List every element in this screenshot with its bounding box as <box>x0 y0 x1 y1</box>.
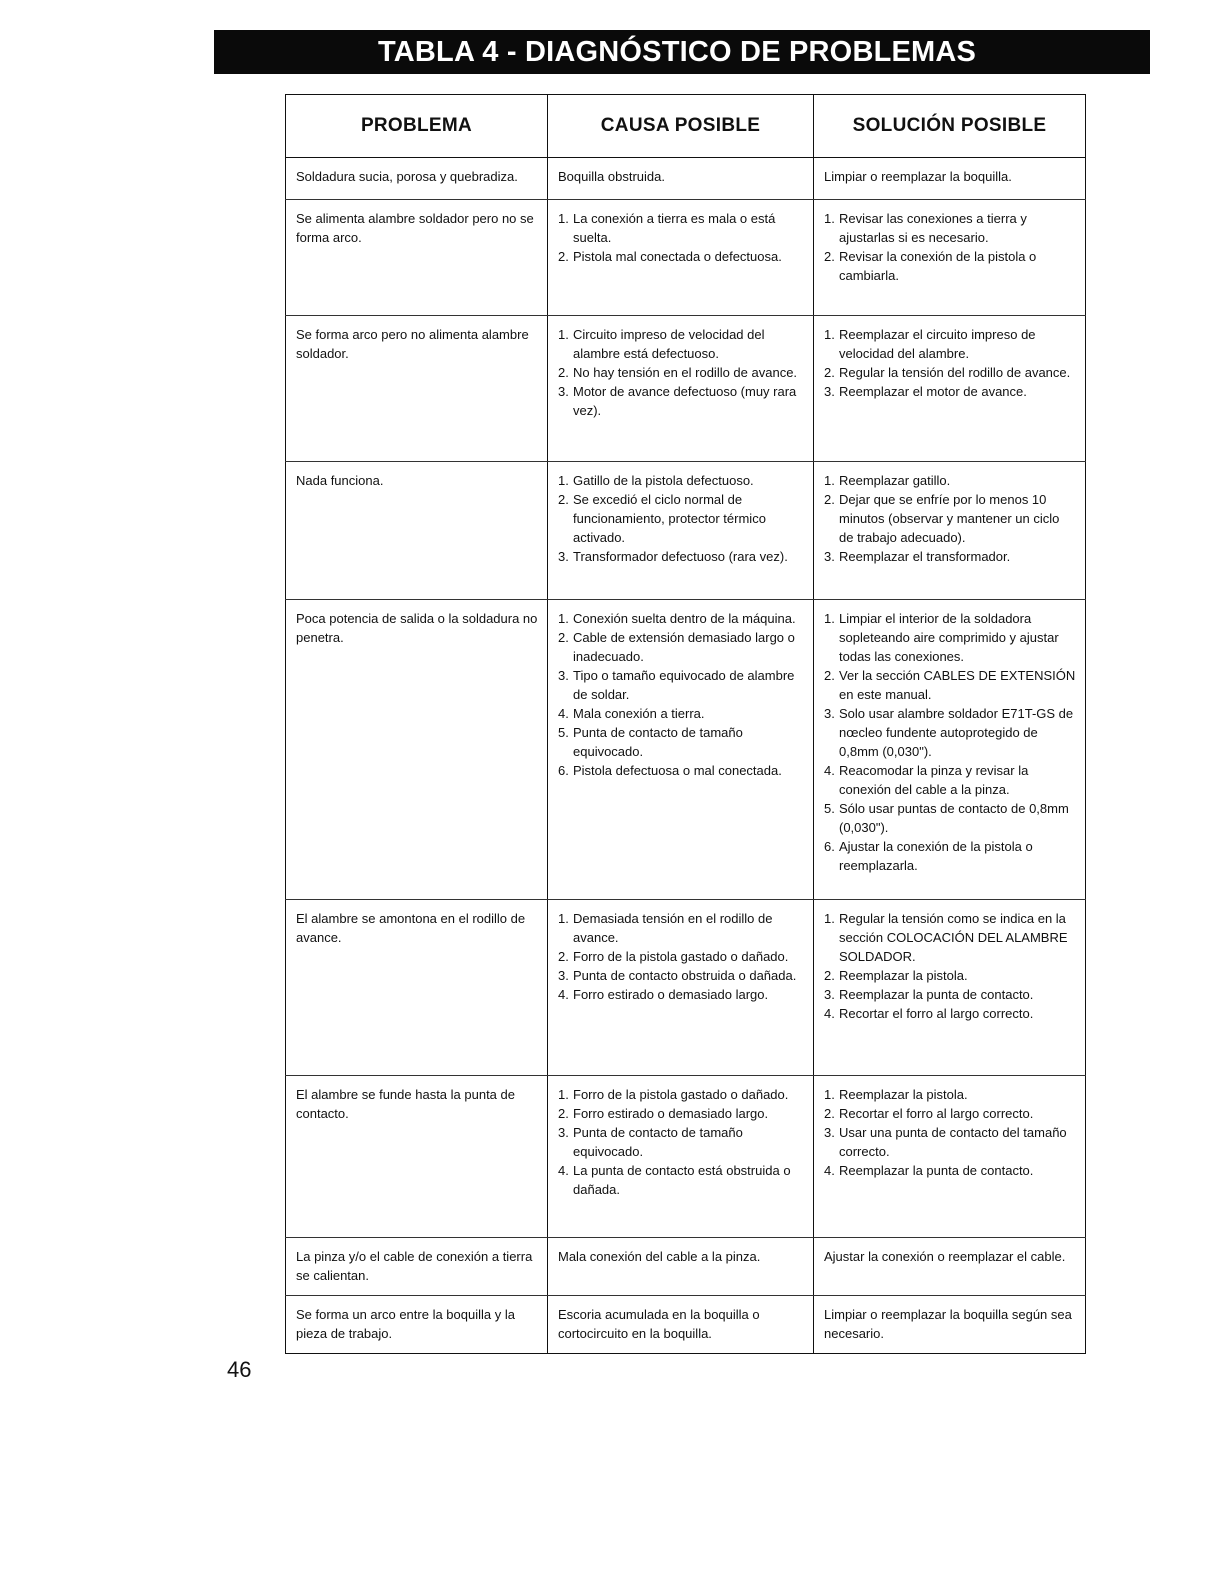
solution-text: Recortar el forro al largo correcto. <box>839 1106 1034 1121</box>
item-number: 3. <box>824 987 835 1002</box>
solution-text: Limpiar o reemplazar la boquilla según sea necesario. <box>824 1307 1072 1341</box>
cause-item <box>558 363 805 382</box>
solution-cell <box>814 900 1086 1076</box>
item-number: 3. <box>558 1125 569 1140</box>
cause-cell <box>548 200 814 316</box>
header-problem: PROBLEMA <box>286 95 548 158</box>
cause-text: Tipo o tamaño equivocado de alambre de soldar. <box>573 668 795 702</box>
solution-text: Reacomodar la pinza y revisar la conexión del cable a la pinza. <box>839 763 1029 797</box>
item-number: 1. <box>558 611 569 626</box>
cause-list <box>558 909 805 1004</box>
problem-cell <box>286 1238 548 1296</box>
table-row <box>286 1296 1086 1354</box>
problem-cell <box>286 158 548 200</box>
cause-text: Pistola mal conectada o defectuosa. <box>573 249 782 264</box>
cause-text: Transformador defectuoso (rara vez). <box>573 549 788 564</box>
item-number: 3. <box>824 1125 835 1140</box>
problem-cell <box>286 900 548 1076</box>
solution-item <box>824 985 1077 1004</box>
table-row <box>286 600 1086 900</box>
problem-text: Se alimenta alambre soldador pero no se forma arco. <box>296 211 534 245</box>
solution-item <box>824 966 1077 985</box>
problem-cell <box>286 200 548 316</box>
solution-text: Revisar la conexión de la pistola o cambiarla. <box>839 249 1037 283</box>
item-number: 1. <box>824 611 835 626</box>
problem-text: Se forma arco pero no alimenta alambre soldador. <box>296 327 529 361</box>
item-number: 3. <box>824 706 835 721</box>
cause-text: Pistola defectuosa o mal conectada. <box>573 763 782 778</box>
solution-text: Reemplazar el motor de avance. <box>839 384 1027 399</box>
solution-text: Ajustar la conexión de la pistola o reemplazarla. <box>839 839 1033 873</box>
cause-text: Escoria acumulada en la boquilla o cortocircuito en la boquilla. <box>558 1307 760 1341</box>
cause-item <box>558 547 805 566</box>
solution-item <box>824 382 1077 401</box>
cause-text: Circuito impreso de velocidad del alambre está defectuoso. <box>573 327 765 361</box>
solution-text: Limpiar el interior de la soldadora sopleteando aire comprimido y ajustar todas las conexiones. <box>839 611 1059 664</box>
solution-text: Reemplazar la punta de contacto. <box>839 987 1034 1002</box>
cause-item <box>558 382 805 420</box>
solution-item <box>824 1161 1077 1180</box>
cause-text: La conexión a tierra es mala o está suelta. <box>573 211 776 245</box>
cause-cell <box>548 1296 814 1354</box>
item-number: 1. <box>558 327 569 342</box>
cause-text: Mala conexión a tierra. <box>573 706 705 721</box>
item-number: 6. <box>558 763 569 778</box>
cause-text: La punta de contacto está obstruida o dañada. <box>573 1163 791 1197</box>
solution-cell <box>814 600 1086 900</box>
solution-text: Ajustar la conexión o reemplazar el cable. <box>824 1249 1066 1264</box>
cause-item <box>558 966 805 985</box>
problem-text: Poca potencia de salida o la soldadura no penetra. <box>296 611 538 645</box>
problem-cell <box>286 1296 548 1354</box>
solution-list <box>824 209 1077 285</box>
cause-text: Mala conexión del cable a la pinza. <box>558 1249 761 1264</box>
header-solution: SOLUCIÓN POSIBLE <box>814 95 1086 158</box>
item-number: 3. <box>824 549 835 564</box>
solution-text: Reemplazar la pistola. <box>839 1087 968 1102</box>
cause-text: Punta de contacto de tamaño equivocado. <box>573 1125 743 1159</box>
item-number: 4. <box>558 706 569 721</box>
cause-list <box>558 471 805 566</box>
cause-text: Cable de extensión demasiado largo o inadecuado. <box>573 630 795 664</box>
cause-list <box>558 609 805 780</box>
item-number: 4. <box>824 1006 835 1021</box>
solution-cell <box>814 462 1086 600</box>
solution-item <box>824 799 1077 837</box>
item-number: 1. <box>824 473 835 488</box>
solution-cell <box>814 200 1086 316</box>
solution-item <box>824 547 1077 566</box>
cause-cell <box>548 1076 814 1238</box>
solution-cell <box>814 1076 1086 1238</box>
problem-cell <box>286 462 548 600</box>
page-title: TABLA 4 - DIAGNÓSTICO DE PROBLEMAS <box>214 30 1150 74</box>
solution-list <box>824 609 1077 875</box>
solution-text: Revisar las conexiones a tierra y ajustarlas si es necesario. <box>839 211 1027 245</box>
cause-item <box>558 325 805 363</box>
solution-item <box>824 471 1077 490</box>
table-row <box>286 462 1086 600</box>
cause-item <box>558 609 805 628</box>
solution-text: Recortar el forro al largo correcto. <box>839 1006 1034 1021</box>
solution-item <box>824 1123 1077 1161</box>
problem-cell <box>286 316 548 462</box>
solution-text: Ver la sección CABLES DE EXTENSIÓN en este manual. <box>839 668 1076 702</box>
item-number: 3. <box>558 968 569 983</box>
cause-cell <box>548 462 814 600</box>
cause-item <box>558 704 805 723</box>
cause-cell <box>548 316 814 462</box>
cause-cell <box>548 900 814 1076</box>
cause-item <box>558 209 805 247</box>
cause-text: Motor de avance defectuoso (muy rara vez). <box>573 384 797 418</box>
item-number: 2. <box>824 365 835 380</box>
solution-text: Limpiar o reemplazar la boquilla. <box>824 169 1012 184</box>
solution-list <box>824 325 1077 401</box>
solution-item <box>824 1004 1077 1023</box>
solution-text: Usar una punta de contacto del tamaño correcto. <box>839 1125 1067 1159</box>
solution-list <box>824 909 1077 1023</box>
page-number: 46 <box>227 1357 252 1382</box>
solution-cell <box>814 1296 1086 1354</box>
item-number: 3. <box>558 384 569 399</box>
item-number: 2. <box>558 492 569 507</box>
solution-item <box>824 837 1077 875</box>
cause-item <box>558 247 805 266</box>
problem-text: Soldadura sucia, porosa y quebradiza. <box>296 169 518 184</box>
cause-item <box>558 1104 805 1123</box>
solution-item <box>824 209 1077 247</box>
table-row <box>286 200 1086 316</box>
cause-text: Demasiada tensión en el rodillo de avance. <box>573 911 773 945</box>
item-number: 1. <box>824 911 835 926</box>
cause-list <box>558 209 805 266</box>
item-number: 2. <box>824 492 835 507</box>
cause-text: Forro estirado o demasiado largo. <box>573 987 769 1002</box>
solution-text: Reemplazar la pistola. <box>839 968 968 983</box>
cause-list <box>558 1085 805 1199</box>
solution-item <box>824 909 1077 966</box>
solution-item <box>824 1104 1077 1123</box>
solution-text: Reemplazar la punta de contacto. <box>839 1163 1034 1178</box>
cause-item <box>558 1123 805 1161</box>
cause-item <box>558 628 805 666</box>
solution-item <box>824 247 1077 285</box>
item-number: 3. <box>558 668 569 683</box>
item-number: 2. <box>824 249 835 264</box>
cause-item <box>558 985 805 1004</box>
item-number: 1. <box>558 211 569 226</box>
cause-list <box>558 325 805 420</box>
solution-text: Reemplazar el circuito impreso de velocidad del alambre. <box>839 327 1036 361</box>
table-row <box>286 900 1086 1076</box>
item-number: 2. <box>558 630 569 645</box>
solution-list <box>824 471 1077 566</box>
solution-text: Reemplazar gatillo. <box>839 473 951 488</box>
problem-cell <box>286 600 548 900</box>
cause-text: Conexión suelta dentro de la máquina. <box>573 611 796 626</box>
item-number: 4. <box>824 1163 835 1178</box>
item-number: 2. <box>824 1106 835 1121</box>
solution-cell <box>814 316 1086 462</box>
header-cause: CAUSA POSIBLE <box>548 95 814 158</box>
item-number: 4. <box>558 1163 569 1178</box>
diagnosis-table-container <box>285 94 1085 1354</box>
solution-item <box>824 666 1077 704</box>
solution-item <box>824 1085 1077 1104</box>
item-number: 2. <box>824 968 835 983</box>
problem-text: El alambre se funde hasta la punta de contacto. <box>296 1087 515 1121</box>
cause-text: Se excedió el ciclo normal de funcionamiento, protector térmico activado. <box>573 492 766 545</box>
cause-item <box>558 666 805 704</box>
item-number: 2. <box>558 1106 569 1121</box>
solution-item <box>824 325 1077 363</box>
item-number: 5. <box>824 801 835 816</box>
cause-item <box>558 471 805 490</box>
solution-item <box>824 609 1077 666</box>
table-row <box>286 316 1086 462</box>
cause-item <box>558 723 805 761</box>
item-number: 3. <box>824 384 835 399</box>
cause-cell <box>548 1238 814 1296</box>
cause-text: No hay tensión en el rodillo de avance. <box>573 365 798 380</box>
item-number: 1. <box>824 211 835 226</box>
solution-text: Reemplazar el transformador. <box>839 549 1011 564</box>
item-number: 1. <box>824 327 835 342</box>
problem-text: La pinza y/o el cable de conexión a tierra se calientan. <box>296 1249 533 1283</box>
solution-cell <box>814 158 1086 200</box>
solution-item <box>824 363 1077 382</box>
problem-text: Nada funciona. <box>296 473 384 488</box>
item-number: 4. <box>824 763 835 778</box>
item-number: 2. <box>558 249 569 264</box>
cause-text: Gatillo de la pistola defectuoso. <box>573 473 754 488</box>
item-number: 2. <box>558 365 569 380</box>
item-number: 1. <box>558 473 569 488</box>
cause-item <box>558 1161 805 1199</box>
solution-item <box>824 761 1077 799</box>
cause-cell <box>548 600 814 900</box>
item-number: 1. <box>824 1087 835 1102</box>
item-number: 3. <box>558 549 569 564</box>
cause-item <box>558 909 805 947</box>
item-number: 1. <box>558 1087 569 1102</box>
cause-cell <box>548 158 814 200</box>
item-number: 4. <box>558 987 569 1002</box>
solution-text: Regular la tensión del rodillo de avance. <box>839 365 1071 380</box>
table-row <box>286 158 1086 200</box>
item-number: 2. <box>824 668 835 683</box>
solution-item <box>824 704 1077 761</box>
table-row <box>286 1076 1086 1238</box>
solution-list <box>824 1085 1077 1180</box>
cause-item <box>558 490 805 547</box>
cause-text: Punta de contacto obstruida o dañada. <box>573 968 797 983</box>
problem-cell <box>286 1076 548 1238</box>
cause-text: Forro estirado o demasiado largo. <box>573 1106 769 1121</box>
problem-text: Se forma un arco entre la boquilla y la pieza de trabajo. <box>296 1307 515 1341</box>
cause-item <box>558 947 805 966</box>
solution-text: Sólo usar puntas de contacto de 0,8mm (0,030"). <box>839 801 1069 835</box>
cause-item <box>558 761 805 780</box>
item-number: 1. <box>558 911 569 926</box>
item-number: 2. <box>558 949 569 964</box>
solution-cell <box>814 1238 1086 1296</box>
problem-text: El alambre se amontona en el rodillo de avance. <box>296 911 526 945</box>
diagnosis-table <box>285 94 1086 1354</box>
cause-item <box>558 1085 805 1104</box>
solution-text: Dejar que se enfríe por lo menos 10 minutos (observar y mantener un ciclo de trabajo adecuado). <box>839 492 1060 545</box>
table-header-row <box>286 95 1086 158</box>
cause-text: Boquilla obstruida. <box>558 169 665 184</box>
cause-text: Forro de la pistola gastado o dañado. <box>573 1087 789 1102</box>
table-row <box>286 1238 1086 1296</box>
solution-item <box>824 490 1077 547</box>
solution-text: Solo usar alambre soldador E71T-GS de nœcleo fundente autoprotegido de 0,8mm (0,030"). <box>839 706 1074 759</box>
solution-text: Regular la tensión como se indica en la sección COLOCACIÓN DEL ALAMBRE SOLDADOR. <box>839 911 1068 964</box>
item-number: 5. <box>558 725 569 740</box>
cause-text: Punta de contacto de tamaño equivocado. <box>573 725 743 759</box>
cause-text: Forro de la pistola gastado o dañado. <box>573 949 789 964</box>
item-number: 6. <box>824 839 835 854</box>
